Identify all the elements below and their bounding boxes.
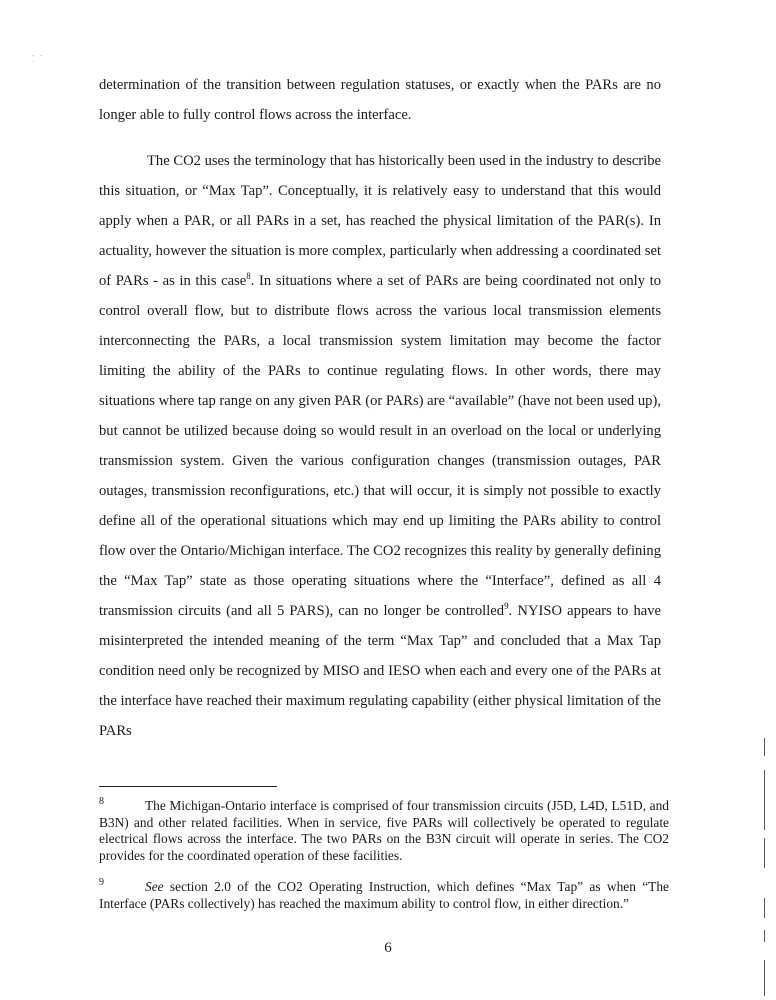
paragraph-continuation: determination of the transition between regulation statuses, or exactly when the PARs are no longer able to fully control flows across the interface. bbox=[99, 77, 661, 123]
paragraph-text-part-2: . In situations where a set of PARs are being coordinated not only to control overall flow, but to distribute flows across the various local transmission elements interconnecting the PARs, a local transmission system limitation may become the factor limiting the ability of the PARs to continue regulating flows. In other words, there may situations where tap range on any given PAR (or PARs) are “available” (have not been used up), but cannot be utilized because doing so would result in an overload on the local or underlying transmission system. Given the various configuration changes (transmission outages, PAR outages, transmission reconfigurations, etc.) that will occur, it is simply not possible to exactly define all of the operational situations which may end up limiting the PARs ability to control flow over the Ontario/Michigan interface. The CO2 recognizes this reality by generally defining the “Max Tap” state as those operating situations where the “Interface”, defined as all 4 transmission circuits (and all 5 PARS), can no longer be controlled bbox=[99, 273, 661, 619]
paragraph-text-part-3: . NYISO appears to have misinterpreted the intended meaning of the term “Max Tap” and concluded that a Max Tap condition need only be recognized by MISO and IESO when each and every one of the PARs at the interface have reached their maximum regulating capability (either physical limitation of the PARs bbox=[99, 603, 661, 739]
margin-tick bbox=[764, 960, 765, 996]
scan-artifact: · · ˙ bbox=[32, 52, 45, 68]
footnote-9-text: section 2.0 of the CO2 Operating Instruction, which defines “Max Tap” as when “The Interface (PARs collectively) has reached the maximum ability to control flow, in either direction.” bbox=[99, 879, 669, 911]
footnote-9-number: 9 bbox=[99, 877, 104, 888]
footnote-separator bbox=[99, 786, 277, 787]
footnote-8-text: The Michigan-Ontario interface is comprised of four transmission circuits (J5D, L4D, L51D, and B3N) and other related facilities. When in service, five PARs will collectively be operated to regulate electrical flows across the interface. The two PARs on the B3N circuit will operate in series. The CO2 provides for the coordinated operation of these facilities. bbox=[99, 798, 669, 863]
page-number: 6 bbox=[384, 940, 392, 956]
margin-tick bbox=[764, 770, 765, 830]
margin-tick bbox=[764, 838, 765, 868]
footnote-8-number: 8 bbox=[99, 796, 104, 807]
footnote-9-body bbox=[99, 879, 669, 912]
margin-tick bbox=[764, 930, 765, 942]
paragraph-text-part-1: The CO2 uses the terminology that has historically been used in the industry to describe this situation, or “Max Tap”. Conceptually, it is relatively easy to understand that this would apply when a PAR, or all PARs in a set, has reached the physical limitation of the PAR(s). In actuality, however the situation is more complex, particularly when addressing a coordinated set of PARs - as in this case bbox=[99, 153, 661, 289]
scan-margin-marks bbox=[761, 730, 769, 1000]
footnote-9-see: See bbox=[145, 879, 164, 894]
margin-tick bbox=[764, 898, 765, 918]
footnote-9 bbox=[99, 879, 669, 912]
footnote-reference-8[interactable]: 8 bbox=[246, 271, 251, 282]
margin-tick bbox=[764, 738, 765, 756]
footnote-reference-9[interactable]: 9 bbox=[504, 601, 509, 612]
footnote-8 bbox=[99, 798, 669, 864]
paragraph-max-tap bbox=[99, 146, 661, 746]
